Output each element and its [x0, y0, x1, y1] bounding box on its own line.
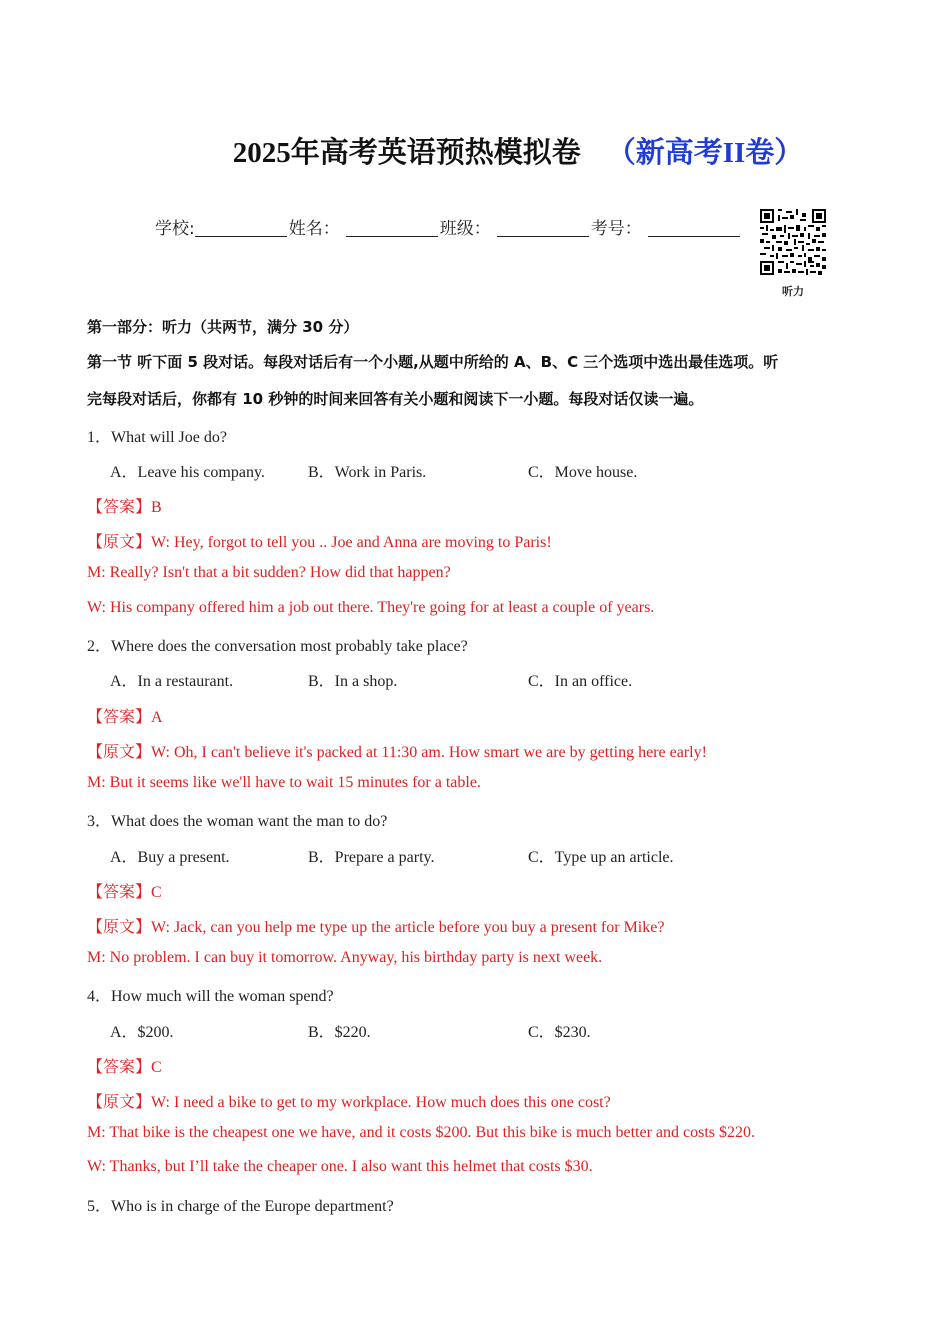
student-info-row — [155, 214, 742, 239]
q2-transcript-2: M: But it seems like we'll have to wait 15 minutes for a table. — [87, 774, 481, 791]
question-1: 1．What will Joe do? — [87, 429, 227, 446]
q4-option-a[interactable]: A．$200. — [110, 1024, 174, 1041]
q4-transcript-2: M: That bike is the cheapest one we have, and it costs $200. But this bike is much better and costs $220. — [87, 1124, 756, 1141]
class-label: 班级： — [439, 219, 491, 239]
class-field[interactable] — [497, 220, 589, 237]
q1-answer: 【答案】B — [87, 499, 162, 516]
exam-no-label: 考号： — [590, 219, 642, 239]
exam-no-field[interactable] — [648, 220, 740, 237]
question-2: 2．Where does the conversation most probably take place? — [87, 638, 468, 655]
q4-answer: 【答案】C — [87, 1059, 162, 1076]
name-label: 姓名： — [288, 219, 340, 239]
q2-option-c[interactable]: C．In an office. — [528, 673, 633, 690]
q2-option-a[interactable]: A．In a restaurant. — [110, 673, 234, 690]
instruction-line-2: 完每段对话后，你都有 10 秒钟的时间来回答有关小题和阅读下一小题。每段对话仅读一遍。 — [87, 390, 704, 408]
q3-transcript-1: 【原文】W: Jack, can you help me type up the article before you buy a present for Mike? — [87, 919, 665, 936]
q4-transcript-1: 【原文】W: I need a bike to get to my workplace. How much does this one cost? — [87, 1094, 611, 1111]
q3-transcript-2: M: No problem. I can buy it tomorrow. Anyway, his birthday party is next week. — [87, 949, 603, 966]
q1-transcript-3: W: His company offered him a job out there. They're going for at least a couple of years. — [87, 599, 655, 616]
q2-option-b[interactable]: B．In a shop. — [308, 673, 398, 690]
q4-option-c[interactable]: C．$230. — [528, 1024, 591, 1041]
question-4: 4．How much will the woman spend? — [87, 988, 334, 1005]
q3-answer: 【答案】C — [87, 884, 162, 901]
q2-transcript-1: 【原文】W: Oh, I can't believe it's packed at 11:30 am. How smart we are by getting here early! — [87, 744, 707, 761]
school-field[interactable] — [195, 220, 287, 237]
q1-option-b[interactable]: B．Work in Paris. — [308, 464, 427, 481]
question-3: 3．What does the woman want the man to do? — [87, 813, 388, 830]
q1-option-c[interactable]: C．Move house. — [528, 464, 638, 481]
school-label: 学校: — [155, 219, 195, 239]
q1-transcript-2: M: Really? Isn't that a bit sudden? How did that happen? — [87, 564, 451, 581]
title-main: 2025年高考英语预热模拟卷 — [232, 137, 581, 169]
qr-label: 听力 — [782, 285, 804, 298]
qr-code-icon[interactable] — [760, 205, 826, 279]
q4-transcript-3: W: Thanks, but I’ll take the cheaper one. I also want this helmet that costs $30. — [87, 1158, 593, 1175]
title-accent: （新高考II卷） — [606, 137, 804, 169]
question-5: 5．Who is in charge of the Europe department? — [87, 1198, 394, 1215]
q3-option-b[interactable]: B．Prepare a party. — [308, 849, 435, 866]
exam-title — [0, 130, 950, 171]
q1-option-a[interactable]: A．Leave his company. — [110, 464, 265, 481]
name-field[interactable] — [346, 220, 438, 237]
part-heading: 第一部分：听力（共两节，满分 30 分） — [87, 318, 359, 336]
q3-option-c[interactable]: C．Type up an article. — [528, 849, 674, 866]
q4-option-b[interactable]: B．$220. — [308, 1024, 371, 1041]
q1-transcript-1: 【原文】W: Hey, forgot to tell you .. Joe and Anna are moving to Paris! — [87, 534, 552, 551]
q3-option-a[interactable]: A．Buy a present. — [110, 849, 230, 866]
instruction-line-1: 第一节 听下面 5 段对话。每段对话后有一个小题,从题中所给的 A、B、C 三个选项中选出最佳选项。听 — [87, 353, 779, 371]
q2-answer: 【答案】A — [87, 709, 163, 726]
